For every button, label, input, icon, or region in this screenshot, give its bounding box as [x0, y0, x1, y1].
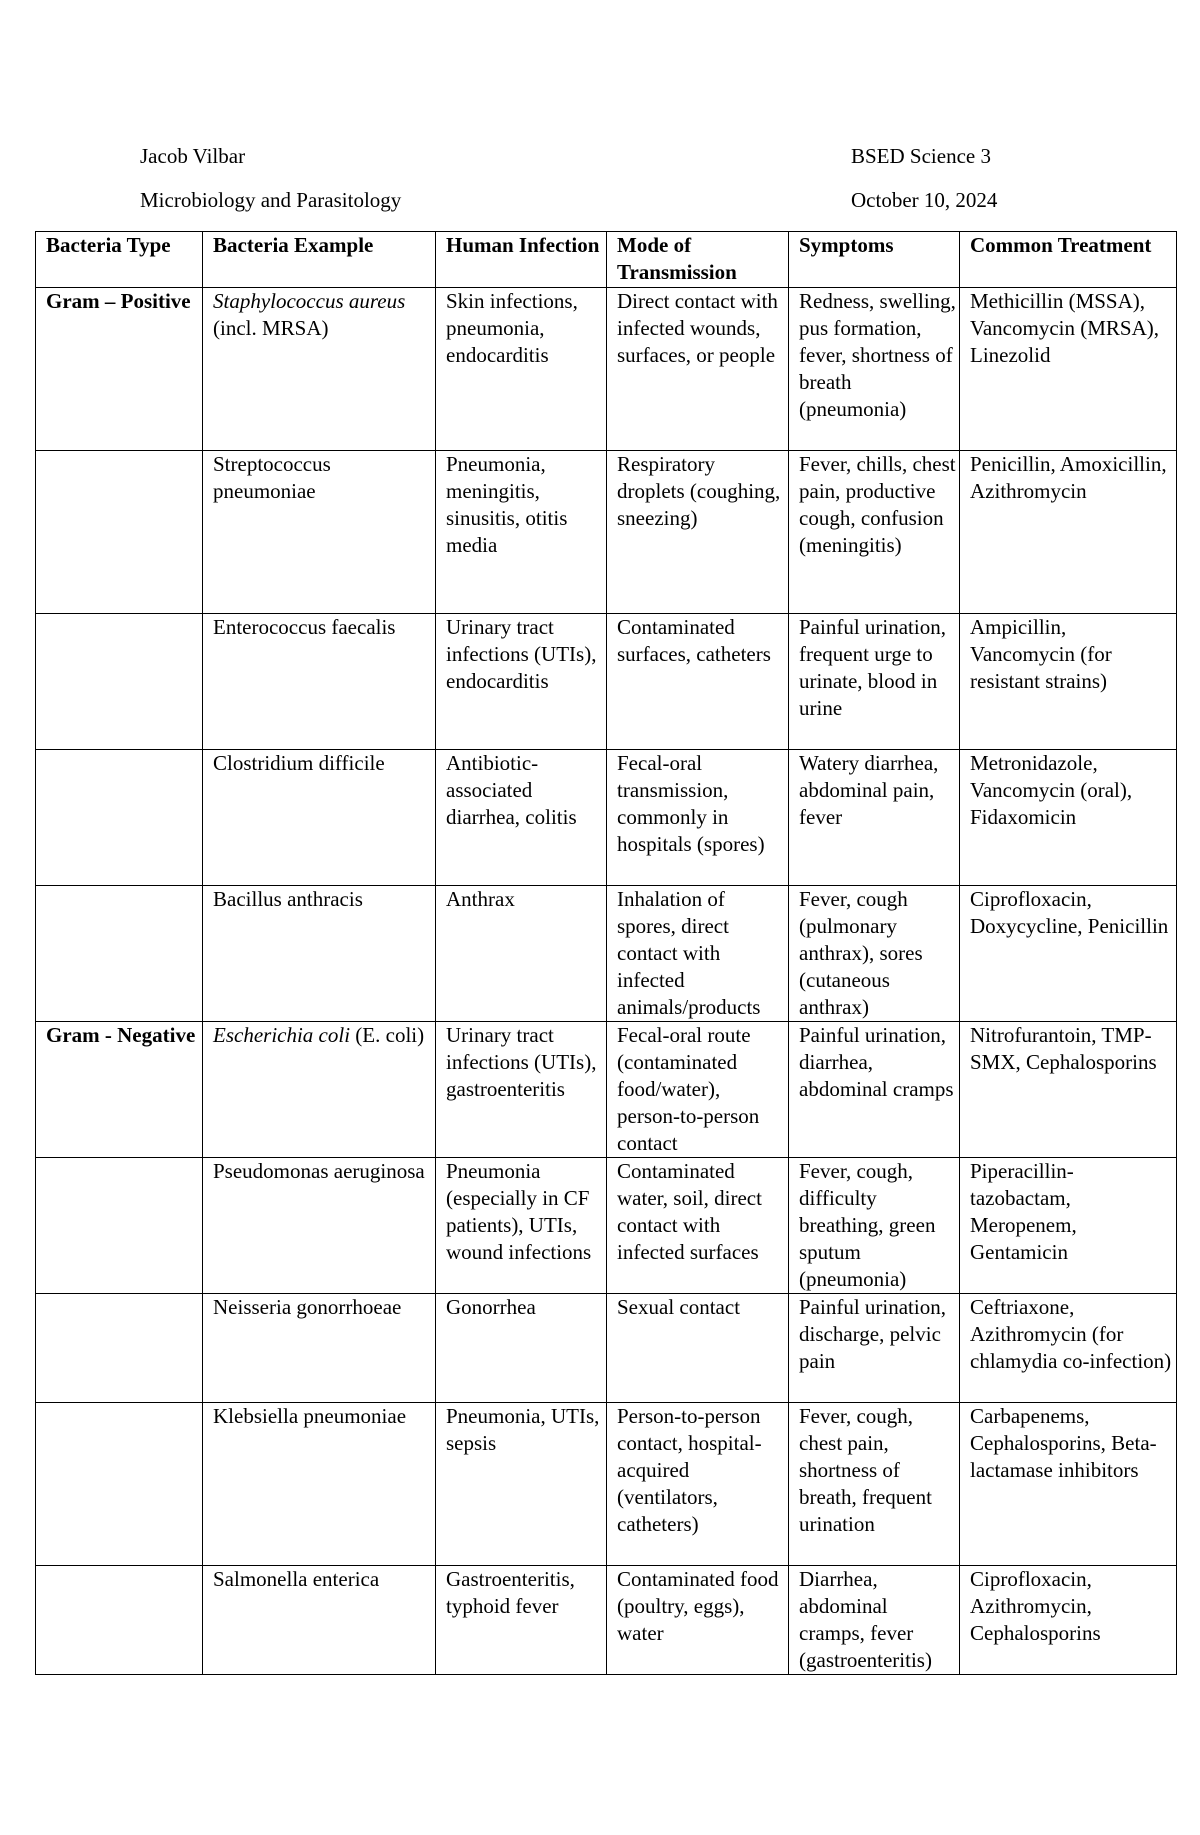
human-infection-cell: Pneumonia, UTIs, sepsis: [436, 1403, 607, 1566]
bacteria-type-cell: [36, 750, 203, 886]
transmission-cell: Inhalation of spores, direct contact with infected animals/products: [607, 886, 789, 1022]
bacteria-table: [35, 231, 1177, 1675]
bacteria-example-italic: Staphylococcus aureus: [213, 289, 406, 313]
transmission-cell: Sexual contact: [607, 1294, 789, 1403]
symptoms-cell: Fever, chills, chest pain, productive cough, confusion (meningitis): [789, 451, 960, 614]
table-row: [36, 1566, 1177, 1675]
symptoms-cell: Fever, cough (pulmonary anthrax), sores (cutaneous anthrax): [789, 886, 960, 1022]
column-header-mode-of-transmission: Mode of Transmission: [607, 232, 789, 288]
bacteria-type-cell: [36, 614, 203, 750]
table-row: [36, 288, 1177, 451]
bacteria-example-text: Bacillus anthracis: [213, 887, 363, 911]
table-row: [36, 1294, 1177, 1403]
bacteria-example-text: Pseudomonas aeruginosa: [213, 1159, 425, 1183]
bacteria-example-cell: [203, 1022, 436, 1158]
bacteria-example-text: Klebsiella pneumoniae: [213, 1404, 407, 1428]
human-infection-cell: Urinary tract infections (UTIs), endocarditis: [436, 614, 607, 750]
bacteria-example-cell: [203, 288, 436, 451]
column-header-common-treatment: Common Treatment: [960, 232, 1177, 288]
human-infection-cell: Antibiotic-associated diarrhea, colitis: [436, 750, 607, 886]
symptoms-cell: Fever, cough, difficulty breathing, green sputum (pneumonia): [789, 1158, 960, 1294]
bacteria-example-cell: [203, 1566, 436, 1675]
symptoms-cell: Painful urination, frequent urge to urinate, blood in urine: [789, 614, 960, 750]
bacteria-example-text: (incl. MRSA): [213, 316, 329, 340]
bacteria-type-cell: [36, 1158, 203, 1294]
bacteria-example-text: Streptococcus pneumoniae: [213, 452, 331, 503]
bacteria-example-cell: [203, 750, 436, 886]
bacteria-type-cell: Gram - Negative: [36, 1022, 203, 1158]
transmission-cell: Contaminated water, soil, direct contact with infected surfaces: [607, 1158, 789, 1294]
table-row: [36, 1022, 1177, 1158]
bacteria-type-cell: [36, 451, 203, 614]
treatment-cell: Metronidazole, Vancomycin (oral), Fidaxomicin: [960, 750, 1177, 886]
table-row: [36, 886, 1177, 1022]
transmission-cell: Person-to-person contact, hospital-acquired (ventilators, catheters): [607, 1403, 789, 1566]
treatment-cell: Ciprofloxacin, Doxycycline, Penicillin: [960, 886, 1177, 1022]
bacteria-example-cell: [203, 451, 436, 614]
human-infection-cell: Skin infections, pneumonia, endocarditis: [436, 288, 607, 451]
symptoms-cell: Painful urination, diarrhea, abdominal cramps: [789, 1022, 960, 1158]
table-header-row: [36, 232, 1177, 288]
table-row: [36, 451, 1177, 614]
treatment-cell: Ampicillin, Vancomycin (for resistant strains): [960, 614, 1177, 750]
student-name: Jacob Vilbar: [140, 144, 246, 168]
human-infection-cell: Urinary tract infections (UTIs), gastroenteritis: [436, 1022, 607, 1158]
treatment-cell: Penicillin, Amoxicillin, Azithromycin: [960, 451, 1177, 614]
bacteria-type-cell: Gram – Positive: [36, 288, 203, 451]
table-row: [36, 1403, 1177, 1566]
bacteria-example-italic: Escherichia coli: [213, 1023, 351, 1047]
bacteria-example-text: Clostridium difficile: [213, 751, 385, 775]
treatment-cell: Ceftriaxone, Azithromycin (for chlamydia co-infection): [960, 1294, 1177, 1403]
treatment-cell: Methicillin (MSSA), Vancomycin (MRSA), Linezolid: [960, 288, 1177, 451]
symptoms-cell: Redness, swelling, pus formation, fever, shortness of breath (pneumonia): [789, 288, 960, 451]
bacteria-example-cell: [203, 1403, 436, 1566]
bacteria-type-cell: [36, 886, 203, 1022]
course-section: BSED Science 3: [851, 144, 991, 168]
bacteria-example-cell: [203, 1158, 436, 1294]
bacteria-type-cell: [36, 1294, 203, 1403]
bacteria-example-cell: [203, 886, 436, 1022]
treatment-cell: Carbapenems, Cephalosporins, Beta-lactamase inhibitors: [960, 1403, 1177, 1566]
transmission-cell: Fecal-oral transmission, commonly in hospitals (spores): [607, 750, 789, 886]
column-header-symptoms: Symptoms: [789, 232, 960, 288]
bacteria-type-cell: [36, 1566, 203, 1675]
bacteria-example-cell: [203, 614, 436, 750]
bacteria-example-text: Salmonella enterica: [213, 1567, 380, 1591]
column-header-bacteria-example: Bacteria Example: [203, 232, 436, 288]
human-infection-cell: Anthrax: [436, 886, 607, 1022]
treatment-cell: Piperacillin-tazobactam, Meropenem, Gentamicin: [960, 1158, 1177, 1294]
symptoms-cell: Diarrhea, abdominal cramps, fever (gastroenteritis): [789, 1566, 960, 1675]
human-infection-cell: Gonorrhea: [436, 1294, 607, 1403]
treatment-cell: Ciprofloxacin, Azithromycin, Cephalosporins: [960, 1566, 1177, 1675]
transmission-cell: Contaminated surfaces, catheters: [607, 614, 789, 750]
human-infection-cell: Pneumonia, meningitis, sinusitis, otitis media: [436, 451, 607, 614]
column-header-bacteria-type: Bacteria Type: [36, 232, 203, 288]
bacteria-example-cell: [203, 1294, 436, 1403]
subject-title: Microbiology and Parasitology: [140, 188, 402, 212]
transmission-cell: Fecal-oral route (contaminated food/water), person-to-person contact: [607, 1022, 789, 1158]
table-row: [36, 750, 1177, 886]
transmission-cell: Respiratory droplets (coughing, sneezing): [607, 451, 789, 614]
human-infection-cell: Pneumonia (especially in CF patients), UTIs, wound infections: [436, 1158, 607, 1294]
column-header-human-infection: Human Infection: [436, 232, 607, 288]
symptoms-cell: Painful urination, discharge, pelvic pain: [789, 1294, 960, 1403]
symptoms-cell: Watery diarrhea, abdominal pain, fever: [789, 750, 960, 886]
bacteria-type-cell: [36, 1403, 203, 1566]
transmission-cell: Contaminated food (poultry, eggs), water: [607, 1566, 789, 1675]
transmission-cell: Direct contact with infected wounds, surfaces, or people: [607, 288, 789, 451]
table-row: [36, 614, 1177, 750]
table-row: [36, 1158, 1177, 1294]
symptoms-cell: Fever, cough, chest pain, shortness of breath, frequent urination: [789, 1403, 960, 1566]
bacteria-example-text: Enterococcus faecalis: [213, 615, 396, 639]
treatment-cell: Nitrofurantoin, TMP-SMX, Cephalosporins: [960, 1022, 1177, 1158]
document-date: October 10, 2024: [851, 188, 998, 212]
human-infection-cell: Gastroenteritis, typhoid fever: [436, 1566, 607, 1675]
bacteria-example-text: Neisseria gonorrhoeae: [213, 1295, 402, 1319]
bacteria-example-text: (E. coli): [350, 1023, 425, 1047]
